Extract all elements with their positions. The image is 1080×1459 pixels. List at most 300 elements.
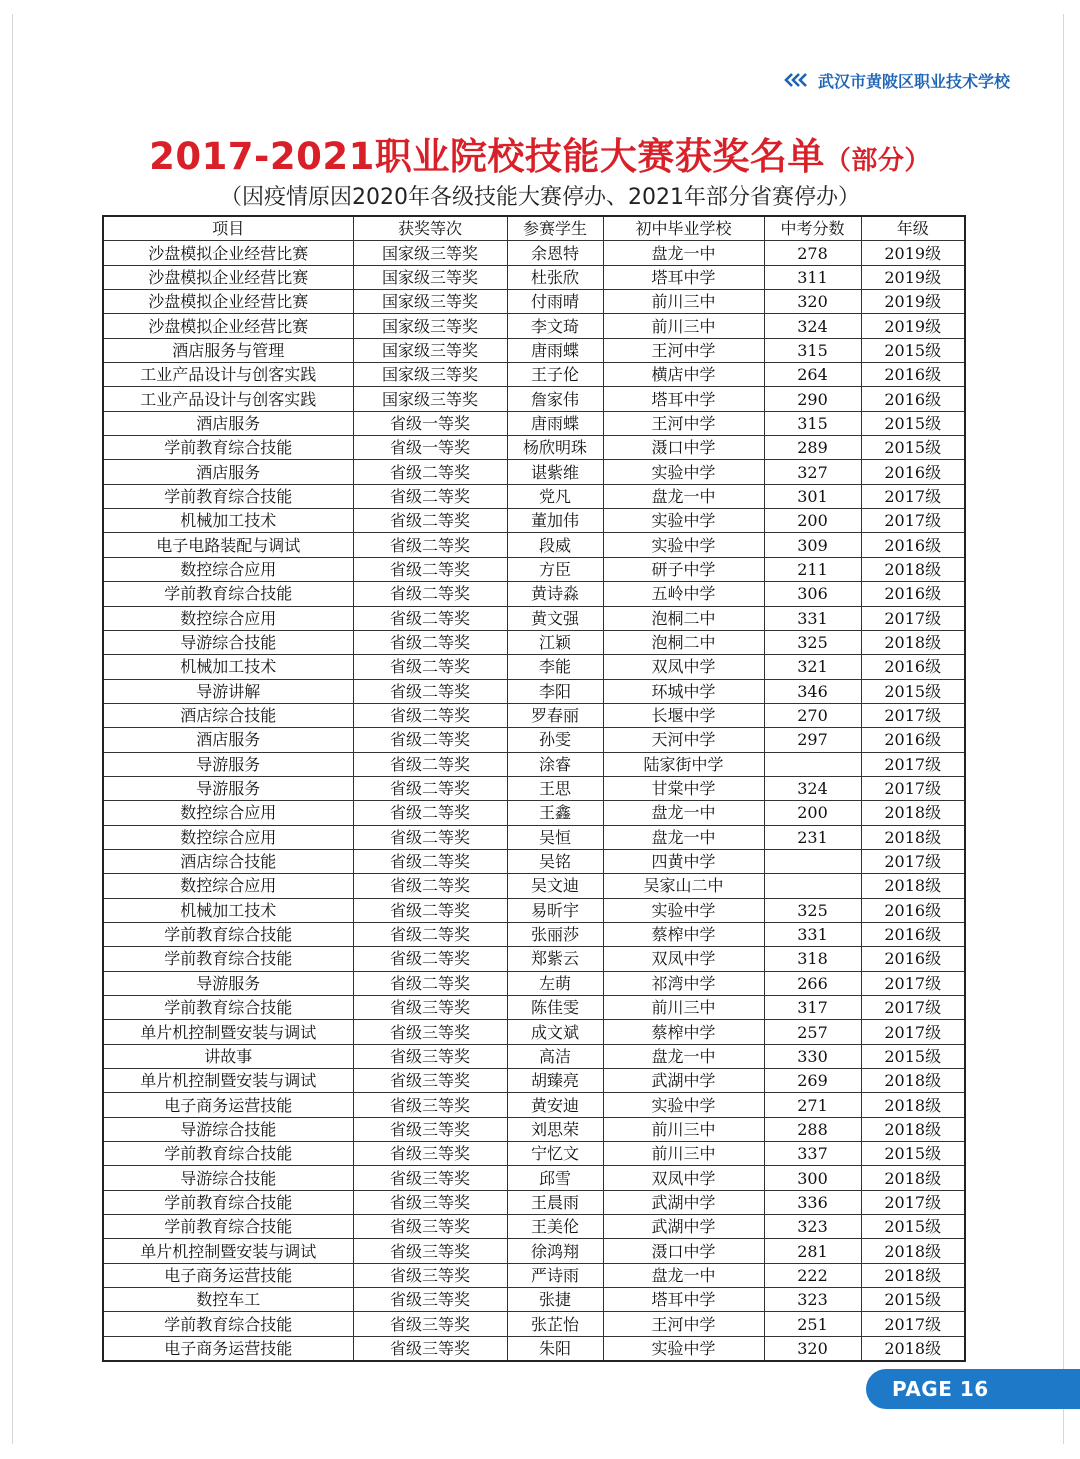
cell-middle-school: 王河中学 (603, 338, 764, 362)
cell-grade: 2015级 (861, 679, 965, 703)
cell-exam-score: 211 (764, 557, 861, 581)
cell-middle-school: 滠口中学 (603, 436, 764, 460)
cell-middle-school: 天河中学 (603, 728, 764, 752)
cell-award-level: 省级三等奖 (353, 1166, 507, 1190)
cell-exam-score: 278 (764, 241, 861, 265)
cell-project: 导游综合技能 (103, 1166, 353, 1190)
cell-grade: 2016级 (861, 582, 965, 606)
cell-project: 电子商务运营技能 (103, 1263, 353, 1287)
cell-award-level: 省级二等奖 (353, 874, 507, 898)
cell-project: 学前教育综合技能 (103, 1215, 353, 1239)
cell-exam-score: 290 (764, 387, 861, 411)
cell-student: 陈佳雯 (507, 996, 603, 1020)
table-row (103, 557, 965, 581)
cell-grade: 2019级 (861, 290, 965, 314)
cell-exam-score (764, 752, 861, 776)
table-row (103, 363, 965, 387)
cell-project: 数控综合应用 (103, 557, 353, 581)
table-row (103, 1288, 965, 1312)
cell-project: 酒店服务 (103, 460, 353, 484)
cell-middle-school: 实验中学 (603, 460, 764, 484)
cell-exam-score: 321 (764, 655, 861, 679)
table-row (103, 1166, 965, 1190)
cell-exam-score: 325 (764, 630, 861, 654)
cell-student: 段威 (507, 533, 603, 557)
cell-grade: 2015级 (861, 436, 965, 460)
cell-student: 胡臻亮 (507, 1069, 603, 1093)
cell-grade: 2018级 (861, 1263, 965, 1287)
cell-middle-school: 盘龙一中 (603, 484, 764, 508)
cell-middle-school: 盘龙一中 (603, 241, 764, 265)
cell-grade: 2015级 (861, 1215, 965, 1239)
cell-project: 导游综合技能 (103, 630, 353, 654)
cell-exam-score: 270 (764, 703, 861, 727)
cell-award-level: 省级二等奖 (353, 898, 507, 922)
cell-student: 黄诗淼 (507, 582, 603, 606)
cell-middle-school: 武湖中学 (603, 1215, 764, 1239)
cell-exam-score (764, 874, 861, 898)
cell-award-level: 省级二等奖 (353, 606, 507, 630)
cell-grade: 2017级 (861, 484, 965, 508)
cell-student: 高洁 (507, 1044, 603, 1068)
header-project: 项目 (103, 216, 353, 241)
cell-project: 单片机控制暨安装与调试 (103, 1239, 353, 1263)
cell-grade: 2017级 (861, 509, 965, 533)
cell-student: 成文斌 (507, 1020, 603, 1044)
cell-student: 王美伦 (507, 1215, 603, 1239)
cell-grade: 2015级 (861, 411, 965, 435)
table-row (103, 1239, 965, 1263)
cell-project: 酒店服务 (103, 728, 353, 752)
cell-exam-score: 251 (764, 1312, 861, 1336)
cell-middle-school: 长堰中学 (603, 703, 764, 727)
cell-student: 谌紫维 (507, 460, 603, 484)
table-row (103, 484, 965, 508)
cell-exam-score: 337 (764, 1142, 861, 1166)
cell-student: 杨欣明珠 (507, 436, 603, 460)
table-row (103, 1190, 965, 1214)
cell-grade: 2015级 (861, 1288, 965, 1312)
cell-grade: 2018级 (861, 1239, 965, 1263)
cell-award-level: 省级三等奖 (353, 996, 507, 1020)
cell-project: 数控车工 (103, 1288, 353, 1312)
cell-grade: 2017级 (861, 606, 965, 630)
cell-middle-school: 研子中学 (603, 557, 764, 581)
cell-grade: 2015级 (861, 1142, 965, 1166)
cell-grade: 2017级 (861, 1020, 965, 1044)
cell-grade: 2016级 (861, 728, 965, 752)
cell-project: 导游综合技能 (103, 1117, 353, 1141)
cell-award-level: 省级三等奖 (353, 1044, 507, 1068)
cell-student: 余恩特 (507, 241, 603, 265)
cell-student: 邱雪 (507, 1166, 603, 1190)
cell-award-level: 省级三等奖 (353, 1239, 507, 1263)
cell-exam-score: 301 (764, 484, 861, 508)
cell-student: 王子伦 (507, 363, 603, 387)
cell-grade: 2018级 (861, 1069, 965, 1093)
cell-project: 数控综合应用 (103, 801, 353, 825)
table-row (103, 703, 965, 727)
cell-exam-score: 266 (764, 971, 861, 995)
cell-award-level: 国家级三等奖 (353, 314, 507, 338)
cell-exam-score: 315 (764, 338, 861, 362)
school-header (784, 68, 1010, 92)
cell-project: 数控综合应用 (103, 606, 353, 630)
cell-student: 郑紫云 (507, 947, 603, 971)
cell-award-level: 省级三等奖 (353, 1263, 507, 1287)
cell-grade: 2016级 (861, 460, 965, 484)
cell-student: 左萌 (507, 971, 603, 995)
cell-student: 唐雨蝶 (507, 338, 603, 362)
cell-project: 机械加工技术 (103, 509, 353, 533)
cell-middle-school: 武湖中学 (603, 1069, 764, 1093)
cell-award-level: 省级一等奖 (353, 436, 507, 460)
cell-project: 沙盘模拟企业经营比赛 (103, 290, 353, 314)
cell-student: 王鑫 (507, 801, 603, 825)
cell-grade: 2018级 (861, 1117, 965, 1141)
cell-award-level: 省级二等奖 (353, 655, 507, 679)
cell-middle-school: 王河中学 (603, 1312, 764, 1336)
cell-project: 电子商务运营技能 (103, 1093, 353, 1117)
table-row (103, 582, 965, 606)
table-row (103, 898, 965, 922)
cell-middle-school: 前川三中 (603, 1142, 764, 1166)
title-main: 2017-2021职业院校技能大赛获奖名单 (149, 135, 825, 178)
cell-grade: 2016级 (861, 922, 965, 946)
cell-project: 数控综合应用 (103, 874, 353, 898)
cell-grade: 2018级 (861, 1166, 965, 1190)
cell-grade: 2016级 (861, 655, 965, 679)
cell-student: 党凡 (507, 484, 603, 508)
cell-student: 唐雨蝶 (507, 411, 603, 435)
cell-award-level: 省级三等奖 (353, 1336, 507, 1361)
cell-project: 酒店综合技能 (103, 703, 353, 727)
cell-project: 学前教育综合技能 (103, 436, 353, 460)
cell-student: 王思 (507, 776, 603, 800)
cell-middle-school: 甘棠中学 (603, 776, 764, 800)
cell-grade: 2016级 (861, 947, 965, 971)
cell-student: 杜张欣 (507, 265, 603, 289)
cell-project: 工业产品设计与创客实践 (103, 363, 353, 387)
table-row (103, 776, 965, 800)
cell-award-level: 省级二等奖 (353, 509, 507, 533)
cell-middle-school: 实验中学 (603, 533, 764, 557)
cell-middle-school: 实验中学 (603, 509, 764, 533)
cell-exam-score: 315 (764, 411, 861, 435)
cell-exam-score: 306 (764, 582, 861, 606)
table-row (103, 971, 965, 995)
table-header-row (103, 216, 965, 241)
table-row (103, 655, 965, 679)
cell-middle-school: 前川三中 (603, 314, 764, 338)
cell-middle-school: 盘龙一中 (603, 825, 764, 849)
cell-grade: 2018级 (861, 1336, 965, 1361)
cell-exam-score: 257 (764, 1020, 861, 1044)
cell-grade: 2017级 (861, 752, 965, 776)
cell-award-level: 省级二等奖 (353, 484, 507, 508)
cell-project: 沙盘模拟企业经营比赛 (103, 314, 353, 338)
table-row (103, 1093, 965, 1117)
cell-project: 酒店服务 (103, 411, 353, 435)
cell-student: 张丽莎 (507, 922, 603, 946)
cell-grade: 2016级 (861, 387, 965, 411)
cell-student: 李文琦 (507, 314, 603, 338)
cell-middle-school: 蔡榨中学 (603, 1020, 764, 1044)
cell-student: 宁忆文 (507, 1142, 603, 1166)
cell-project: 单片机控制暨安装与调试 (103, 1069, 353, 1093)
cell-grade: 2017级 (861, 776, 965, 800)
cell-student: 朱阳 (507, 1336, 603, 1361)
cell-middle-school: 泡桐二中 (603, 606, 764, 630)
page-title (0, 126, 1080, 180)
table-row (103, 630, 965, 654)
cell-exam-score (764, 849, 861, 873)
cell-project: 电子商务运营技能 (103, 1336, 353, 1361)
cell-award-level: 省级二等奖 (353, 947, 507, 971)
cell-student: 易昕宇 (507, 898, 603, 922)
table-row (103, 338, 965, 362)
cell-student: 刘思荣 (507, 1117, 603, 1141)
cell-project: 机械加工技术 (103, 898, 353, 922)
cell-middle-school: 前川三中 (603, 290, 764, 314)
cell-award-level: 省级三等奖 (353, 1190, 507, 1214)
table-row (103, 533, 965, 557)
cell-exam-score: 320 (764, 290, 861, 314)
table-row (103, 1312, 965, 1336)
cell-student: 吴恒 (507, 825, 603, 849)
cell-middle-school: 前川三中 (603, 1117, 764, 1141)
cell-grade: 2018级 (861, 630, 965, 654)
cell-student: 徐鸿翔 (507, 1239, 603, 1263)
cell-award-level: 省级二等奖 (353, 460, 507, 484)
cell-exam-score: 231 (764, 825, 861, 849)
triple-chevron-left-icon (784, 72, 810, 88)
cell-exam-score: 323 (764, 1215, 861, 1239)
cell-project: 机械加工技术 (103, 655, 353, 679)
cell-award-level: 国家级三等奖 (353, 387, 507, 411)
cell-exam-score: 288 (764, 1117, 861, 1141)
cell-grade: 2018级 (861, 874, 965, 898)
cell-award-level: 省级三等奖 (353, 1312, 507, 1336)
cell-award-level: 省级二等奖 (353, 533, 507, 557)
cell-award-level: 国家级三等奖 (353, 265, 507, 289)
cell-grade: 2017级 (861, 1312, 965, 1336)
cell-award-level: 省级二等奖 (353, 630, 507, 654)
cell-exam-score: 297 (764, 728, 861, 752)
table-row (103, 849, 965, 873)
cell-student: 李阳 (507, 679, 603, 703)
cell-grade: 2018级 (861, 1093, 965, 1117)
table-row (103, 314, 965, 338)
cell-grade: 2015级 (861, 1044, 965, 1068)
cell-award-level: 省级二等奖 (353, 776, 507, 800)
cell-student: 詹家伟 (507, 387, 603, 411)
cell-project: 导游服务 (103, 752, 353, 776)
cell-exam-score: 281 (764, 1239, 861, 1263)
cell-student: 江颖 (507, 630, 603, 654)
table-row (103, 1044, 965, 1068)
cell-student: 方臣 (507, 557, 603, 581)
cell-student: 黄文强 (507, 606, 603, 630)
cell-exam-score: 200 (764, 801, 861, 825)
cell-grade: 2017级 (861, 703, 965, 727)
cell-exam-score: 346 (764, 679, 861, 703)
cell-award-level: 省级二等奖 (353, 849, 507, 873)
cell-middle-school: 泡桐二中 (603, 630, 764, 654)
cell-middle-school: 塔耳中学 (603, 265, 764, 289)
cell-middle-school: 滠口中学 (603, 1239, 764, 1263)
cell-award-level: 省级三等奖 (353, 1288, 507, 1312)
cell-middle-school: 横店中学 (603, 363, 764, 387)
table-row (103, 996, 965, 1020)
cell-grade: 2018级 (861, 801, 965, 825)
cell-award-level: 省级三等奖 (353, 1093, 507, 1117)
cell-student: 王晨雨 (507, 1190, 603, 1214)
table-row (103, 606, 965, 630)
cell-middle-school: 实验中学 (603, 1336, 764, 1361)
table-row (103, 874, 965, 898)
header-student: 参赛学生 (507, 216, 603, 241)
cell-award-level: 省级二等奖 (353, 922, 507, 946)
cell-grade: 2016级 (861, 363, 965, 387)
cell-project: 数控综合应用 (103, 825, 353, 849)
header-middle-school: 初中毕业学校 (603, 216, 764, 241)
table-row (103, 460, 965, 484)
cell-project: 酒店综合技能 (103, 849, 353, 873)
cell-middle-school: 双凤中学 (603, 655, 764, 679)
cell-student: 董加伟 (507, 509, 603, 533)
cell-exam-score: 327 (764, 460, 861, 484)
cell-exam-score: 331 (764, 606, 861, 630)
cell-award-level: 省级二等奖 (353, 557, 507, 581)
cell-middle-school: 蔡榨中学 (603, 922, 764, 946)
title-paren: （部分） (824, 146, 931, 176)
cell-exam-score: 300 (764, 1166, 861, 1190)
school-name: 武汉市黄陂区职业技术学校 (817, 71, 1010, 91)
cell-student: 罗春丽 (507, 703, 603, 727)
cell-middle-school: 实验中学 (603, 898, 764, 922)
page-number-badge: PAGE 16 (866, 1369, 1080, 1409)
cell-project: 沙盘模拟企业经营比赛 (103, 241, 353, 265)
cell-exam-score: 323 (764, 1288, 861, 1312)
cell-student: 孙雯 (507, 728, 603, 752)
cell-project: 学前教育综合技能 (103, 1190, 353, 1214)
table-row (103, 752, 965, 776)
cell-student: 李能 (507, 655, 603, 679)
table-row (103, 290, 965, 314)
table-row (103, 947, 965, 971)
cell-project: 学前教育综合技能 (103, 1142, 353, 1166)
cell-middle-school: 四黄中学 (603, 849, 764, 873)
cell-grade: 2017级 (861, 1190, 965, 1214)
table-row (103, 241, 965, 265)
cell-project: 导游服务 (103, 971, 353, 995)
table-row (103, 1215, 965, 1239)
cell-award-level: 省级二等奖 (353, 825, 507, 849)
cell-exam-score: 331 (764, 922, 861, 946)
table-row (103, 1069, 965, 1093)
table-row (103, 509, 965, 533)
cell-project: 导游服务 (103, 776, 353, 800)
cell-student: 吴铭 (507, 849, 603, 873)
cell-middle-school: 祁湾中学 (603, 971, 764, 995)
cell-award-level: 国家级三等奖 (353, 290, 507, 314)
cell-grade: 2015级 (861, 338, 965, 362)
cell-student: 涂睿 (507, 752, 603, 776)
cell-student: 吴文迪 (507, 874, 603, 898)
cell-project: 学前教育综合技能 (103, 922, 353, 946)
cell-award-level: 省级三等奖 (353, 1142, 507, 1166)
cell-award-level: 省级二等奖 (353, 728, 507, 752)
cell-exam-score: 336 (764, 1190, 861, 1214)
table-row (103, 825, 965, 849)
cell-project: 导游讲解 (103, 679, 353, 703)
cell-award-level: 省级三等奖 (353, 1215, 507, 1239)
cell-exam-score: 325 (764, 898, 861, 922)
cell-grade: 2016级 (861, 533, 965, 557)
table-row (103, 1142, 965, 1166)
cell-exam-score: 324 (764, 776, 861, 800)
table-row (103, 679, 965, 703)
cell-middle-school: 前川三中 (603, 996, 764, 1020)
cell-project: 学前教育综合技能 (103, 1312, 353, 1336)
cell-student: 黄安迪 (507, 1093, 603, 1117)
table-row (103, 801, 965, 825)
table-row (103, 1117, 965, 1141)
cell-middle-school: 盘龙一中 (603, 801, 764, 825)
cell-exam-score: 200 (764, 509, 861, 533)
cell-student: 严诗雨 (507, 1263, 603, 1287)
cell-middle-school: 吴家山二中 (603, 874, 764, 898)
page-subtitle: （因疫情原因2020年各级技能大赛停办、2021年部分省赛停办） (220, 185, 860, 210)
cell-middle-school: 双凤中学 (603, 1166, 764, 1190)
cell-award-level: 省级一等奖 (353, 411, 507, 435)
cell-award-level: 国家级三等奖 (353, 338, 507, 362)
cell-award-level: 省级二等奖 (353, 679, 507, 703)
table-row (103, 728, 965, 752)
cell-middle-school: 陆家街中学 (603, 752, 764, 776)
cell-exam-score: 311 (764, 265, 861, 289)
cell-project: 学前教育综合技能 (103, 996, 353, 1020)
cell-grade: 2017级 (861, 849, 965, 873)
cell-middle-school: 塔耳中学 (603, 387, 764, 411)
cell-project: 学前教育综合技能 (103, 947, 353, 971)
table-row (103, 922, 965, 946)
cell-exam-score: 222 (764, 1263, 861, 1287)
cell-middle-school: 武湖中学 (603, 1190, 764, 1214)
cell-award-level: 国家级三等奖 (353, 241, 507, 265)
cell-project: 酒店服务与管理 (103, 338, 353, 362)
cell-grade: 2018级 (861, 825, 965, 849)
cell-exam-score: 309 (764, 533, 861, 557)
cell-exam-score: 324 (764, 314, 861, 338)
cell-middle-school: 双凤中学 (603, 947, 764, 971)
cell-exam-score: 320 (764, 1336, 861, 1361)
cell-award-level: 省级三等奖 (353, 1117, 507, 1141)
cell-middle-school: 环城中学 (603, 679, 764, 703)
cell-student: 张芷怡 (507, 1312, 603, 1336)
cell-grade: 2019级 (861, 314, 965, 338)
cell-grade: 2017级 (861, 996, 965, 1020)
table-row (103, 1336, 965, 1361)
header-grade: 年级 (861, 216, 965, 241)
cell-award-level: 省级三等奖 (353, 1069, 507, 1093)
cell-exam-score: 318 (764, 947, 861, 971)
cell-project: 电子电路装配与调试 (103, 533, 353, 557)
cell-middle-school: 实验中学 (603, 1093, 764, 1117)
cell-award-level: 国家级三等奖 (353, 363, 507, 387)
cell-grade: 2018级 (861, 557, 965, 581)
